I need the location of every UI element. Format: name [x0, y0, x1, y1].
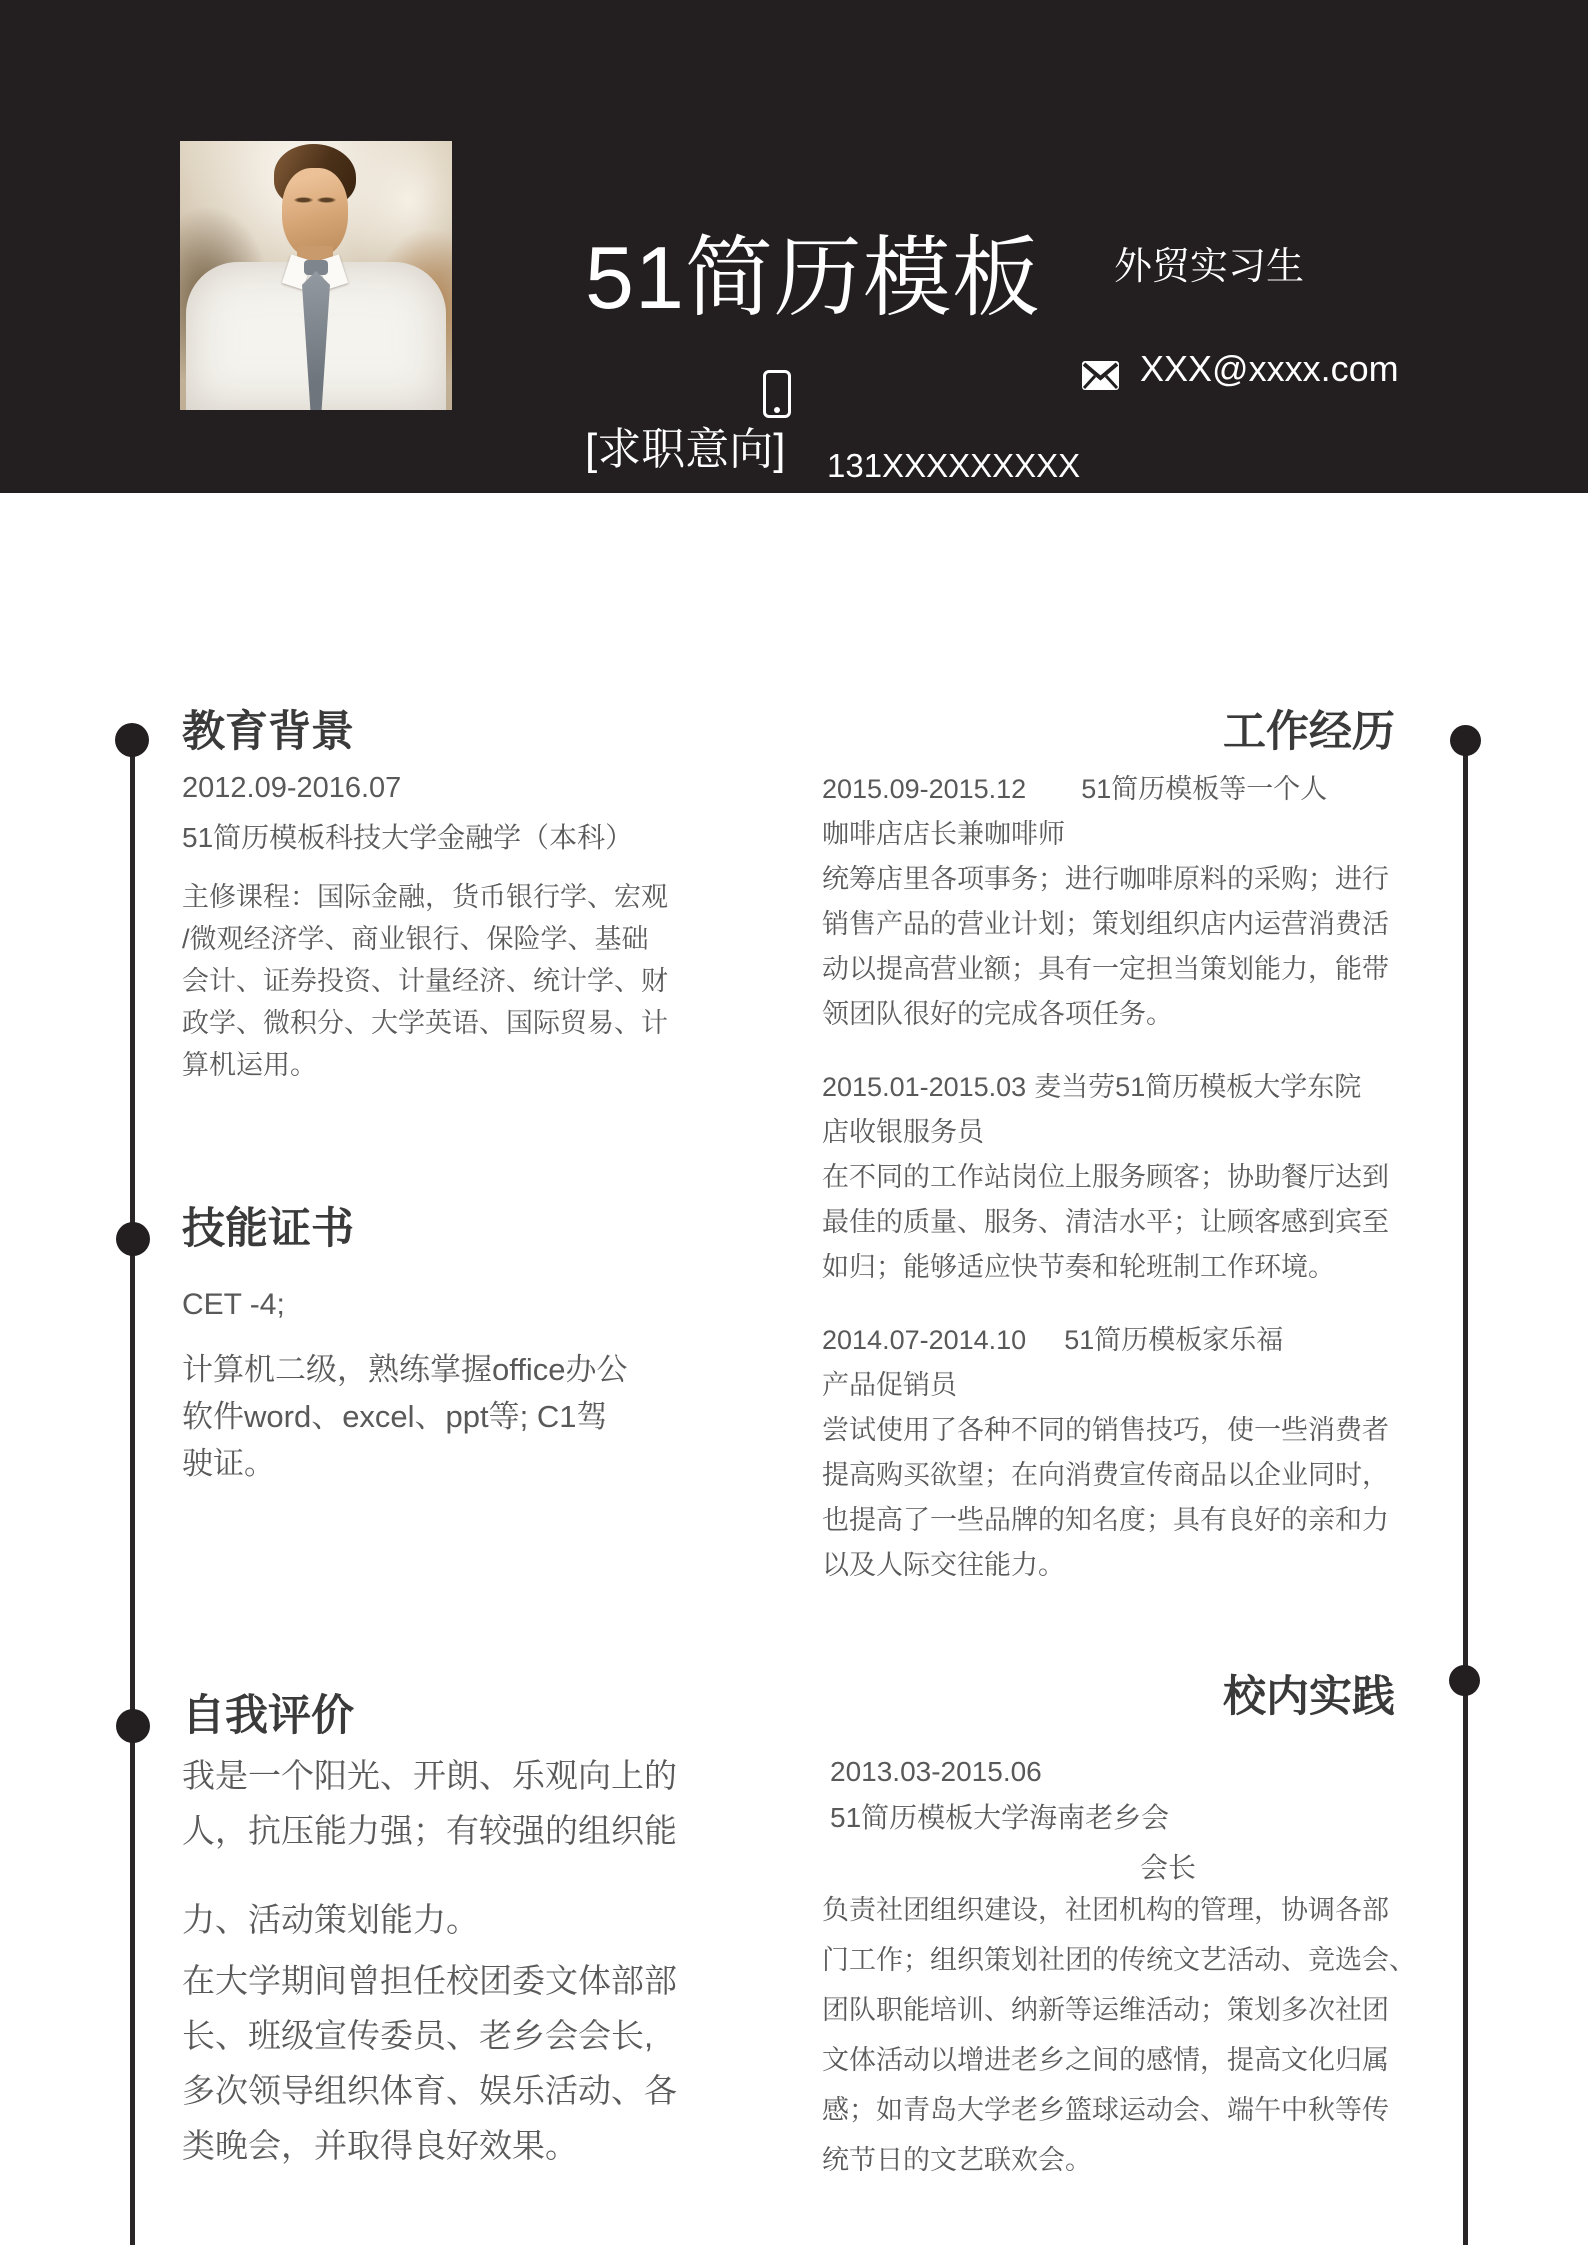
timeline-dot-skills	[116, 1222, 150, 1256]
section-title-skills: 技能证书	[182, 1205, 354, 1253]
text-line: 在不同的工作站岗位上服务顾客；协助餐厅达到	[822, 1162, 1389, 1192]
text-line: 如归；能够适应快节奏和轮班制工作环境。	[822, 1252, 1335, 1282]
job-date: 2014.07-2014.10	[822, 1325, 1027, 1355]
text-line: 统节日的文艺联欢会。	[822, 2145, 1092, 2175]
text-line: 门工作；组织策划社团的传统文艺活动、竞选会、	[822, 1945, 1416, 1975]
text-line: 类晚会，并取得良好效果。	[182, 2127, 578, 2164]
mobile-phone-icon	[763, 370, 791, 418]
section-title-campus: 校内实践	[1223, 1673, 1395, 1721]
job-role: 咖啡店店长兼咖啡师	[822, 819, 1065, 849]
text-line: 领团队很好的完成各项任务。	[822, 999, 1173, 1029]
timeline-line-left	[130, 740, 135, 2245]
timeline-dot-work	[1450, 725, 1481, 756]
job-headline	[822, 1318, 1389, 1363]
text-line: 软件word、excel、ppt等; C1驾	[182, 1399, 608, 1434]
job-headline	[822, 767, 1389, 812]
text-line: 以及人际交往能力。	[822, 1550, 1065, 1580]
phone-number: 131XXXXXXXXX	[827, 447, 1081, 484]
job-date: 2015.01-2015.03	[822, 1072, 1027, 1102]
text-line: 会计、证券投资、计量经济、统计学、财	[182, 966, 668, 996]
timeline-dot-education	[115, 723, 149, 757]
campus-description	[822, 1885, 1416, 2185]
text-line: 统筹店里各项事务；进行咖啡原料的采购；进行	[822, 864, 1389, 894]
skills-cet: CET -4;	[182, 1288, 285, 1321]
job-date: 2015.09-2015.12	[822, 774, 1027, 804]
text-line: 长、班级宣传委员、老乡会会长,	[182, 2017, 654, 2054]
profile-photo	[180, 141, 452, 410]
text-line: 最佳的质量、服务、清洁水平；让顾客感到宾至	[822, 1207, 1389, 1237]
page-title: 51简历模板	[585, 228, 1041, 327]
text-line: 感；如青岛大学老乡篮球运动会、端午中秋等传	[822, 2095, 1389, 2125]
text-line: 动以提高营业额；具有一定担当策划能力，能带	[822, 954, 1389, 984]
work-job-2	[822, 1065, 1389, 1290]
photo-face	[282, 168, 348, 258]
photo-eyes	[292, 197, 338, 203]
education-courses	[182, 876, 668, 1086]
email-text: XXX@xxxx.com	[1140, 348, 1399, 389]
job-role: 产品促销员	[822, 1370, 957, 1400]
text-line: 在大学期间曾担任校团委文体部部	[182, 1962, 677, 1999]
text-line: 尝试使用了各种不同的销售技巧，使一些消费者	[822, 1415, 1389, 1445]
text-line: 提高购买欲望；在向消费宣传商品以企业同时，	[822, 1460, 1389, 1490]
text-line: 我是一个阳光、开朗、乐观向上的	[182, 1757, 677, 1794]
job-org: 麦当劳51简历模板大学东院	[1034, 1072, 1362, 1102]
text-line: 多次领导组织体育、娱乐活动、各	[182, 2072, 677, 2109]
text-line: 计算机二级，熟练掌握office办公	[182, 1352, 628, 1387]
campus-role: 会长	[1140, 1852, 1197, 1883]
text-line: 负责社团组织建设，社团机构的管理，协调各部	[822, 1895, 1389, 1925]
text-line: /微观经济学、商业银行、保险学、基础	[182, 924, 649, 954]
education-date: 2012.09-2016.07	[182, 772, 402, 804]
text-line: 算机运用。	[182, 1050, 317, 1080]
text-line: 文体活动以增进老乡之间的感情，提高文化归属	[822, 2045, 1389, 2075]
text-line: 团队职能培训、纳新等运维活动；策划多次社团	[822, 1995, 1389, 2025]
section-title-self-evaluation: 自我评价	[182, 1692, 354, 1740]
text-line: 也提高了一些品牌的知名度；具有良好的亲和力	[822, 1505, 1389, 1535]
skills-detail	[182, 1346, 628, 1487]
work-job-1	[822, 767, 1389, 1037]
text-line: 政学、微积分、大学英语、国际贸易、计	[182, 1008, 668, 1038]
campus-date: 2013.03-2015.06	[830, 1756, 1042, 1787]
job-headline	[822, 1065, 1389, 1110]
work-job-3	[822, 1318, 1389, 1588]
job-org: 51简历模板等一个人	[1081, 774, 1328, 804]
text-line: 销售产品的营业计划；策划组织店内运营消费活	[822, 909, 1389, 939]
job-intent-label: [求职意向]	[585, 425, 786, 474]
text-line: 力、活动策划能力。	[182, 1901, 479, 1938]
timeline-dot-self-evaluation	[116, 1709, 150, 1743]
timeline-line-right	[1463, 740, 1468, 2245]
job-org: 51简历模板家乐福	[1064, 1325, 1284, 1355]
job-intent-value: 外贸实习生	[1114, 246, 1305, 288]
timeline-dot-campus	[1449, 1665, 1480, 1696]
section-title-work: 工作经历	[1223, 708, 1395, 756]
job-description	[822, 1408, 1389, 1588]
text-line: 主修课程：国际金融，货币银行学、宏观	[182, 882, 668, 912]
job-description	[822, 1155, 1389, 1290]
envelope-icon	[1082, 361, 1119, 390]
section-title-education: 教育背景	[182, 708, 354, 756]
campus-org: 51简历模板大学海南老乡会	[830, 1802, 1170, 1833]
self-evaluation-text	[182, 1748, 677, 2173]
resume-header	[0, 0, 1588, 493]
education-school: 51简历模板科技大学金融学（本科）	[182, 822, 634, 853]
job-role: 店收银服务员	[822, 1117, 984, 1147]
text-line: 人，抗压能力强；有较强的组织能	[182, 1812, 677, 1849]
job-description	[822, 857, 1389, 1037]
text-line: 驶证。	[182, 1446, 275, 1481]
